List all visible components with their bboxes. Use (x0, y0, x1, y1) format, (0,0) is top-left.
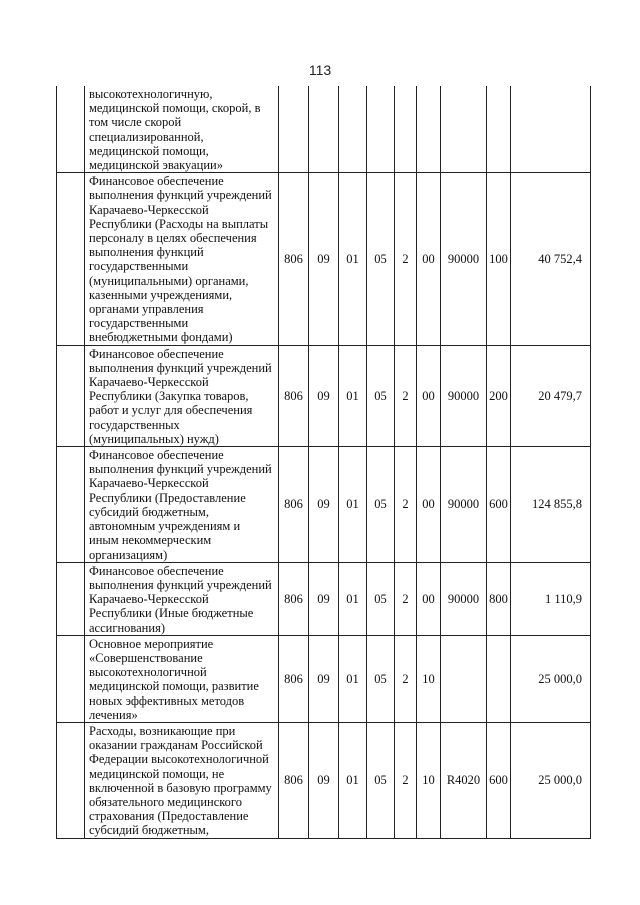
section-code: 09 (309, 562, 339, 635)
ministry-code: 806 (279, 447, 309, 563)
table-row (57, 722, 591, 838)
subsection-code: 01 (339, 345, 367, 446)
subprogram-code: 2 (395, 173, 417, 345)
subprogram-code (395, 86, 417, 173)
ministry-code: 806 (279, 562, 309, 635)
amount: 20 479,7 (511, 345, 591, 446)
amount: 1 110,9 (511, 562, 591, 635)
amount: 124 855,8 (511, 447, 591, 563)
row-name: Финансовое обеспечение выполнения функций учреждений Карачаево-Черкесской Республики (Иные бюджетные ассигнования) (85, 562, 279, 635)
blank-cell (57, 173, 85, 345)
main-event-code: 10 (417, 722, 441, 838)
direction-code: 90000 (441, 345, 487, 446)
subsection-code: 01 (339, 562, 367, 635)
expense-type-code (487, 86, 511, 173)
main-event-code: 00 (417, 447, 441, 563)
section-code: 09 (309, 635, 339, 722)
ministry-code (279, 86, 309, 173)
amount: 40 752,4 (511, 173, 591, 345)
main-event-code: 00 (417, 345, 441, 446)
direction-code: 90000 (441, 562, 487, 635)
expense-type-code (487, 635, 511, 722)
table-row (57, 345, 591, 446)
blank-cell (57, 722, 85, 838)
subprogram-code: 2 (395, 345, 417, 446)
main-event-code: 10 (417, 635, 441, 722)
subsection-code: 01 (339, 722, 367, 838)
ministry-code: 806 (279, 173, 309, 345)
amount: 25 000,0 (511, 722, 591, 838)
table-row (57, 86, 591, 173)
program-code: 05 (367, 635, 395, 722)
ministry-code: 806 (279, 722, 309, 838)
table-row (57, 562, 591, 635)
expense-type-code: 200 (487, 345, 511, 446)
subsection-code: 01 (339, 447, 367, 563)
program-code: 05 (367, 562, 395, 635)
amount (511, 86, 591, 173)
expense-type-code: 100 (487, 173, 511, 345)
page-number: 113 (308, 62, 332, 78)
main-event-code: 00 (417, 562, 441, 635)
row-name: высокотехнологичную, медицинской помощи, скорой, в том числе скорой специализированной, медицинской помощи, медицинской эвакуации» (85, 86, 279, 173)
amount: 25 000,0 (511, 635, 591, 722)
direction-code: R4020 (441, 722, 487, 838)
main-event-code (417, 86, 441, 173)
direction-code (441, 635, 487, 722)
row-name: Основное мероприятие «Совершенствование высокотехнологичной медицинской помощи, развитие новых эффективных методов лечения» (85, 635, 279, 722)
subprogram-code: 2 (395, 635, 417, 722)
subsection-code: 01 (339, 173, 367, 345)
budget-table (56, 86, 591, 839)
row-name: Финансовое обеспечение выполнения функций учреждений Карачаево-Черкесской Республики (Закупка товаров, работ и услуг для обеспечения государственных (муниципальных) нужд) (85, 345, 279, 446)
direction-code: 90000 (441, 447, 487, 563)
program-code: 05 (367, 447, 395, 563)
blank-cell (57, 345, 85, 446)
program-code: 05 (367, 722, 395, 838)
direction-code: 90000 (441, 173, 487, 345)
table-row (57, 635, 591, 722)
row-name: Финансовое обеспечение выполнения функций учреждений Карачаево-Черкесской Республики (Расходы на выплаты персоналу в целях обеспечения выполнения функций государственными (муниципальными) органами, казенными учреждениями, органами управления государственными внебюджетными фондами) (85, 173, 279, 345)
table-row (57, 447, 591, 563)
table-row (57, 173, 591, 345)
subprogram-code: 2 (395, 447, 417, 563)
expense-type-code: 600 (487, 447, 511, 563)
section-code (309, 86, 339, 173)
ministry-code: 806 (279, 635, 309, 722)
section-code: 09 (309, 173, 339, 345)
blank-cell (57, 447, 85, 563)
subprogram-code: 2 (395, 562, 417, 635)
ministry-code: 806 (279, 345, 309, 446)
blank-cell (57, 562, 85, 635)
expense-type-code: 800 (487, 562, 511, 635)
subprogram-code: 2 (395, 722, 417, 838)
row-name: Финансовое обеспечение выполнения функций учреждений Карачаево-Черкесской Республики (Предоставление субсидий бюджетным, автономным учреждениям и иным некоммерческим организациям) (85, 447, 279, 563)
subsection-code (339, 86, 367, 173)
direction-code (441, 86, 487, 173)
subsection-code: 01 (339, 635, 367, 722)
expense-type-code: 600 (487, 722, 511, 838)
main-event-code: 00 (417, 173, 441, 345)
section-code: 09 (309, 722, 339, 838)
program-code: 05 (367, 173, 395, 345)
program-code (367, 86, 395, 173)
section-code: 09 (309, 345, 339, 446)
row-name: Расходы, возникающие при оказании гражданам Российской Федерации высокотехнологичной медицинской помощи, не включенной в базовую программу обязательного медицинского страхования (Предоставление субсидий бюджетным, (85, 722, 279, 838)
blank-cell (57, 635, 85, 722)
section-code: 09 (309, 447, 339, 563)
blank-cell (57, 86, 85, 173)
program-code: 05 (367, 345, 395, 446)
